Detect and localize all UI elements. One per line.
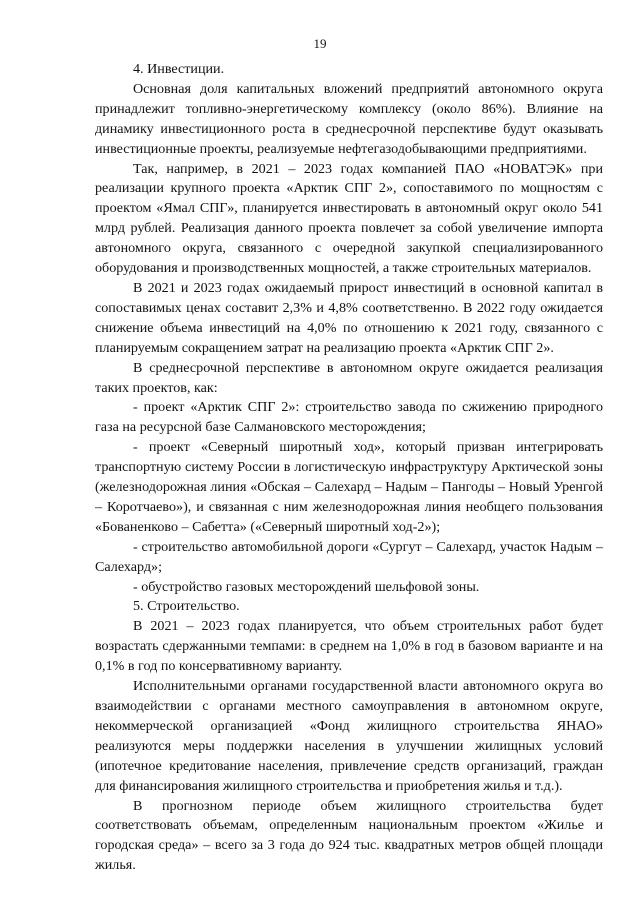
list-item-surgut-salekhard-road: - строительство автомобильной дороги «Сургут – Салехард, участок Надым – Салехард»; <box>95 538 603 575</box>
paragraph-housing-support: Исполнительными органами государственной власти автономного округа во взаимодействии с органами местного самоуправления в автономном округе, некоммерческой организацией «Фонд жилищного строительства ЯНАО» реализуются меры поддержки населения в улучшении жилищных условий (ипотечное кредитование населения, привлечение средств организаций, граждан для финансирования жилищного строительства и приобретения жилья и т.д.). <box>95 678 603 794</box>
paragraph-investment-growth: В 2021 и 2023 годах ожидаемый прирост инвестиций в основной капитал в сопоставимых ценах составит 2,3% и 4,8% соответственно. В 2022 году ожидается снижение объема инвестиций на 4,0% по отношению к 2021 году, связанного с планируемым сокращением затрат на реализацию проекта «Арктик СПГ 2». <box>95 279 603 356</box>
paragraph-construction-volume: В 2021 – 2023 годах планируется, что объем строительных работ будет возрастать сдержанными темпами: в среднем на 1,0% в год в базовом варианте и на 0,1% в год по консервативному варианту. <box>95 618 603 675</box>
paragraph-projects-intro: В среднесрочной перспективе в автономном округе ожидается реализация таких проектов, как: <box>95 359 603 396</box>
list-item-arctic-lng: - проект «Арктик СПГ 2»: строительство завода по сжижению природного газа на ресурсной базе Салмановского месторождения; <box>95 399 603 436</box>
page-number: 19 <box>313 36 327 51</box>
section-heading-investments: 4. Инвестиции. <box>133 61 225 77</box>
section-heading-construction: 5. Строительство. <box>133 598 240 615</box>
paragraph-housing-forecast: В прогнозном периоде объем жилищного строительства будет соответствовать объемам, определенным национальным проектом «Жилье и городская среда» – всего за 3 года до 924 тыс. квадратных метров общей площади жилья. <box>95 797 603 874</box>
list-item-northern-latitudinal-railway: - проект «Северный широтный ход», который призван интегрировать транспортную систему России в логистическую инфраструктуру Арктической зоны (железнодорожная линия «Обская – Салехард – Надым – Пангоды – Новый Уренгой – Коротчаево»), и связанная с ним железнодорожная линия необщего пользования «Бованенково – Сабетта» («Северный широтный ход-2»); <box>95 439 603 535</box>
paragraph-novatek-project: Так, например, в 2021 – 2023 годах компанией ПАО «НОВАТЭК» при реализации крупного проекта «Арктик СПГ 2», сопоставимого по мощностям с проектом «Ямал СПГ», планируется инвестировать в автономный округ около 541 млрд рублей. Реализация данного проекта повлечет за собой увеличение импорта автономного округа, связанного с очередной закупкой специализированного оборудования и производственных мощностей, а также строительных материалов. <box>95 160 603 277</box>
document-body <box>95 60 603 876</box>
list-item-offshore-fields: - обустройство газовых месторождений шельфовой зоны. <box>133 578 480 595</box>
paragraph-investment-share: Основная доля капитальных вложений предприятий автономного округа принадлежит топливно-энергетическому комплексу (около 86%). Влияние на динамику инвестиционного роста в среднесрочной перспективе будут оказывать инвестиционные проекты, реализуемые нефтегазодобывающими предприятиями. <box>95 80 603 157</box>
